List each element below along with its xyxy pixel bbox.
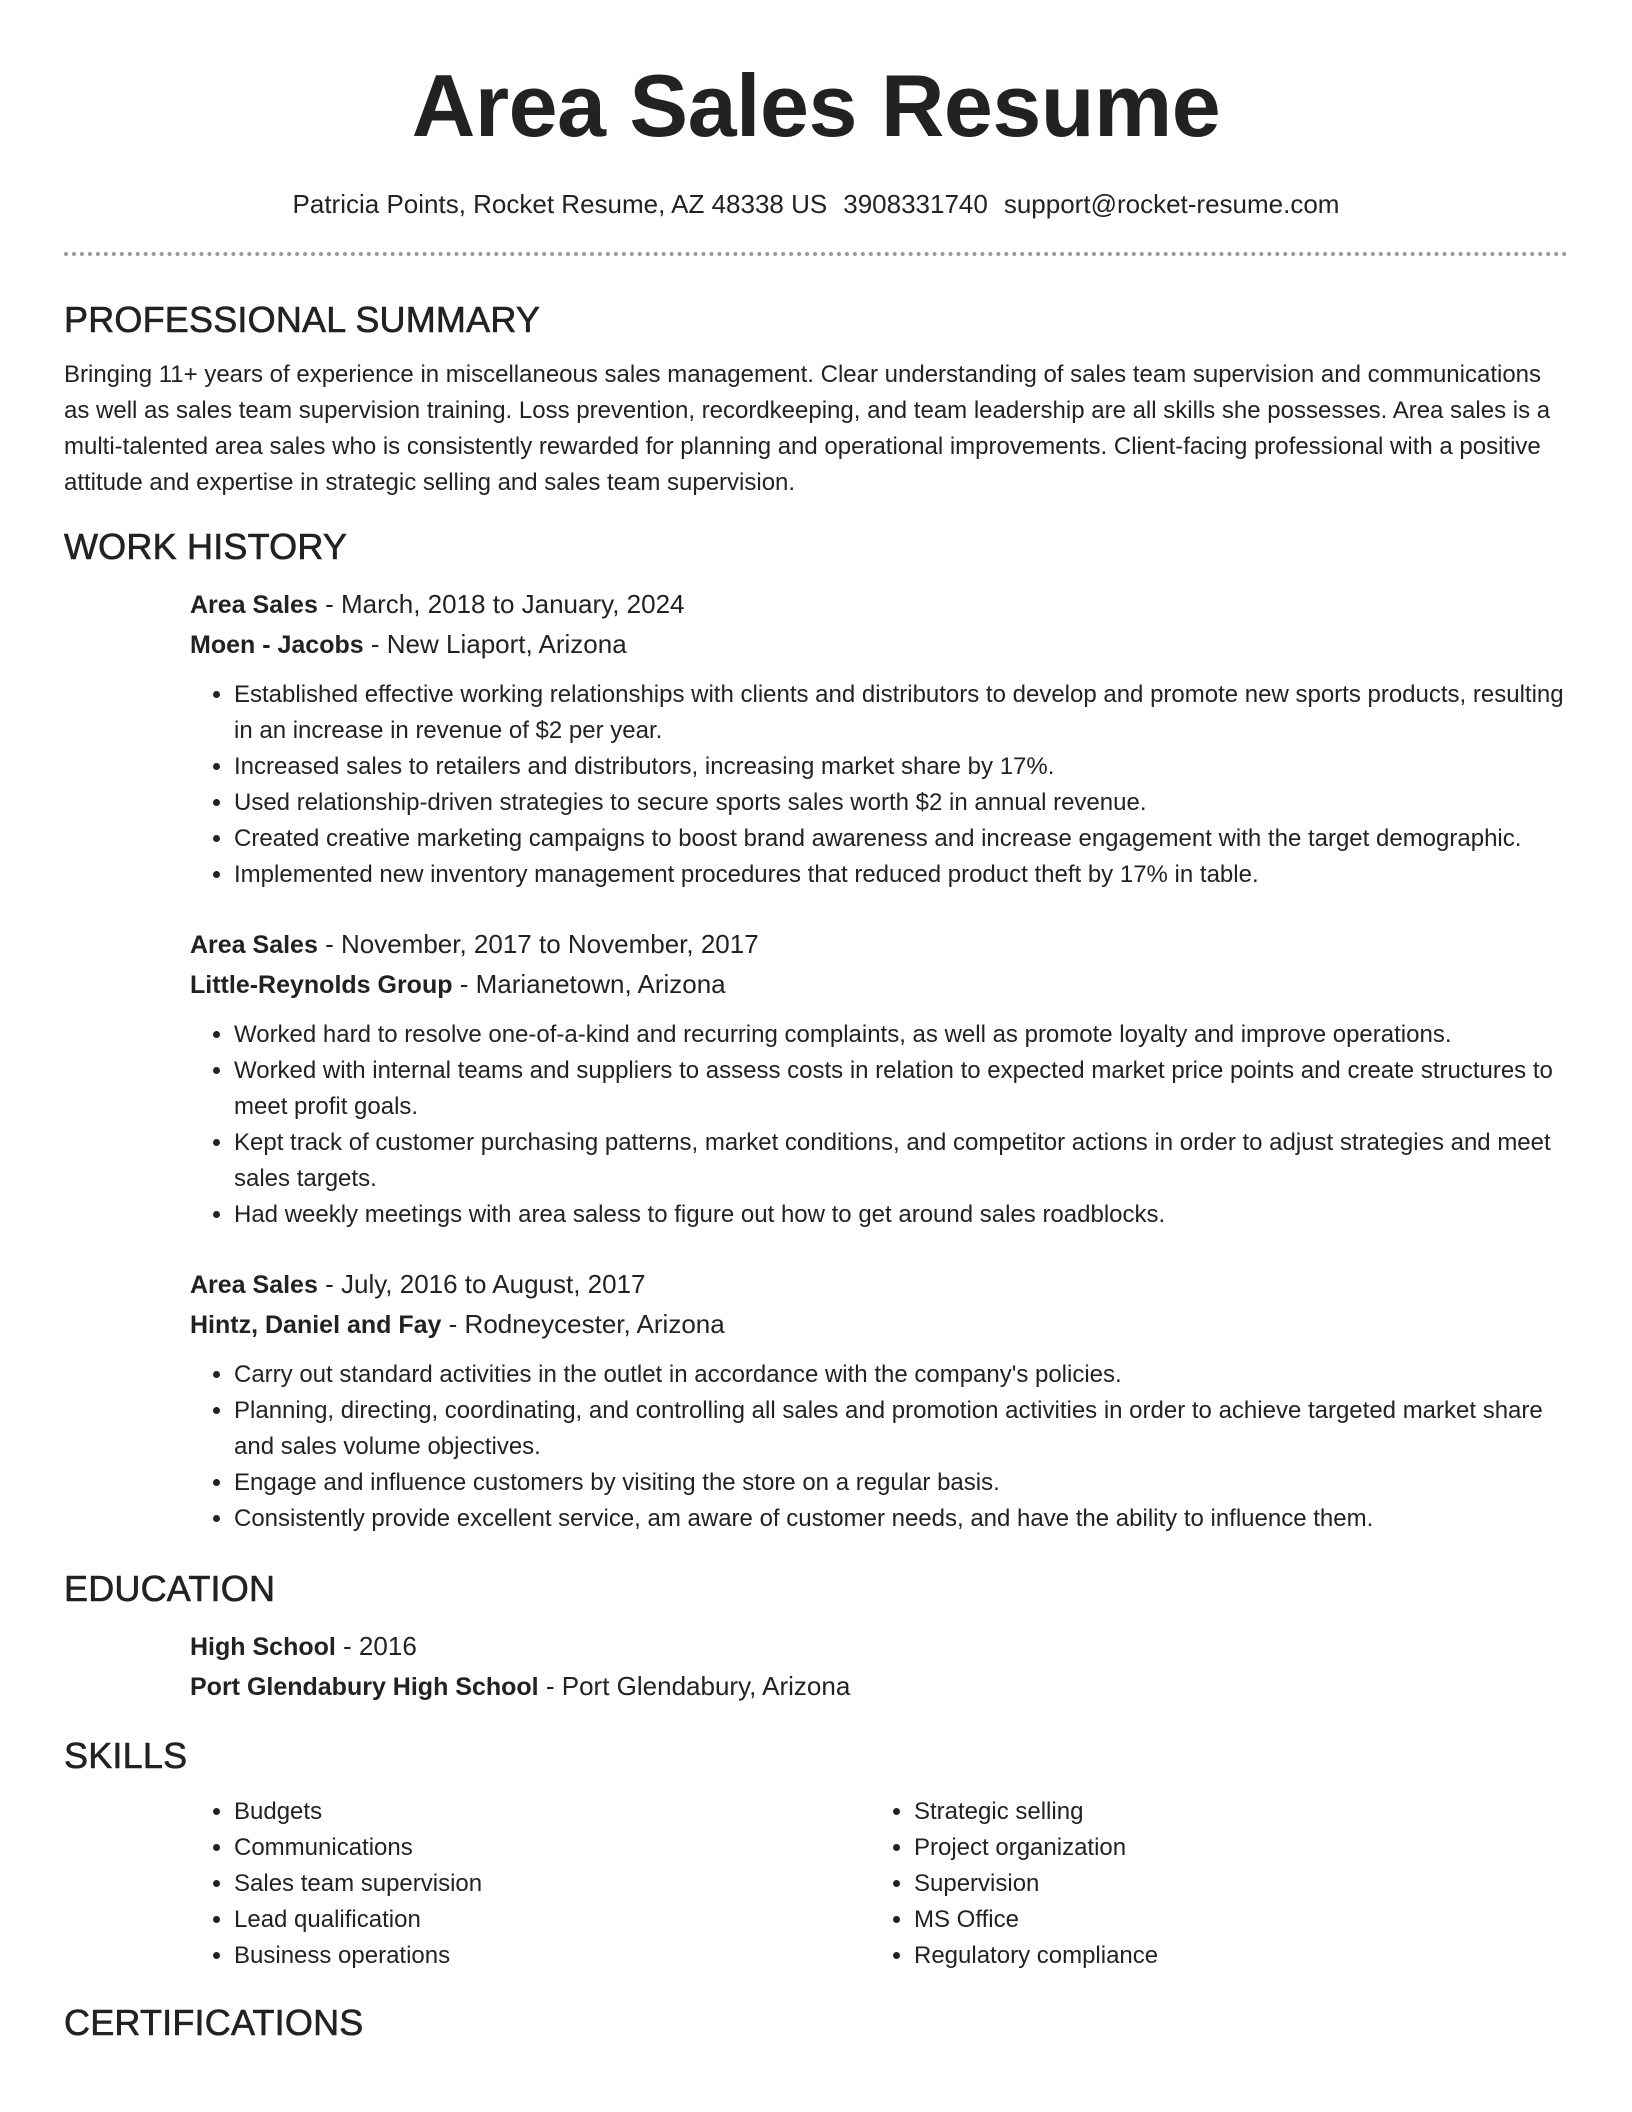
education-degree-line <box>190 1627 1568 1667</box>
education-degree: High School <box>190 1633 336 1661</box>
job-bullet: • Kept track of customer purchasing patterns, market conditions, and competitor actions in order to adjust strategies and meet sales targets. <box>234 1125 1568 1197</box>
job-dates: - March, 2018 to January, 2024 <box>317 589 685 619</box>
job-company-line <box>190 965 1568 1005</box>
contact-phone: 3908331740 <box>843 189 988 219</box>
education-entry <box>190 1627 1568 1707</box>
job-location: - Rodneycester, Arizona <box>441 1309 725 1339</box>
job-bullet: • Created creative marketing campaigns to boost brand awareness and increase engagement with the target demographic. <box>234 821 1568 857</box>
job-dates: - July, 2016 to August, 2017 <box>317 1269 646 1299</box>
header-divider <box>64 252 1568 256</box>
job-entry <box>190 1265 1568 1537</box>
job-company: Little-Reynolds Group <box>190 971 453 999</box>
section-title-skills: SKILLS <box>64 1735 188 1776</box>
job-bullets <box>190 677 1568 893</box>
job-bullet: • Engage and influence customers by visiting the store on a regular basis. <box>234 1465 1568 1501</box>
job-title: Area Sales <box>190 931 318 959</box>
resume-title: Area Sales Resume <box>411 56 1221 155</box>
skill-item: • Lead qualification <box>234 1902 870 1938</box>
job-bullets <box>190 1357 1568 1537</box>
section-title-summary: PROFESSIONAL SUMMARY <box>64 299 541 340</box>
skill-item: • Business operations <box>234 1938 870 1974</box>
skill-item: • Strategic selling <box>914 1794 1514 1830</box>
job-company: Hintz, Daniel and Fay <box>190 1311 442 1339</box>
job-bullet: • Increased sales to retailers and distributors, increasing market share by 17%. <box>234 749 1568 785</box>
skill-item: • Supervision <box>914 1866 1514 1902</box>
job-entry <box>190 585 1568 893</box>
summary-text: Bringing 11+ years of experience in miscellaneous sales management. Clear understanding of sales team supervision and communications as well as sales team supervision training. Loss prevention, recordkeeping, and team leadership are all skills she possesses. Area sales is a multi-talented area sales who is consistently rewarded for planning and operational improvements. Client-facing professional with a positive attitude and expertise in strategic selling and sales team supervision. <box>64 361 1551 496</box>
education-school-line <box>190 1667 1568 1707</box>
job-bullet: • Established effective working relationships with clients and distributors to develop and promote new sports products, resulting in an increase in revenue of $2 per year. <box>234 677 1568 749</box>
job-bullet: • Used relationship-driven strategies to secure sports sales worth $2 in annual revenue. <box>234 785 1568 821</box>
job-title-line <box>190 925 1568 965</box>
education-school: Port Glendabury High School <box>190 1673 539 1701</box>
section-title-education: EDUCATION <box>64 1568 276 1609</box>
job-title-line <box>190 1265 1568 1305</box>
job-bullet: • Worked with internal teams and suppliers to assess costs in relation to expected market price points and create structures to meet profit goals. <box>234 1053 1568 1125</box>
job-location: - Marianetown, Arizona <box>452 969 726 999</box>
job-title: Area Sales <box>190 1271 318 1299</box>
section-title-certifications: CERTIFICATIONS <box>64 2002 364 2043</box>
education-year: - 2016 <box>335 1631 417 1661</box>
job-title: Area Sales <box>190 591 318 619</box>
section-title-work-history: WORK HISTORY <box>64 526 348 567</box>
job-bullet: • Had weekly meetings with area saless to figure out how to get around sales roadblocks. <box>234 1197 1568 1233</box>
job-bullet: • Carry out standard activities in the outlet in accordance with the company's policies. <box>234 1357 1568 1393</box>
skill-item: • Regulatory compliance <box>914 1938 1514 1974</box>
job-entry <box>190 925 1568 1233</box>
skill-item: • Sales team supervision <box>234 1866 870 1902</box>
job-bullet: • Planning, directing, coordinating, and controlling all sales and promotion activities in order to achieve targeted market share and sales volume objectives. <box>234 1393 1568 1465</box>
skills-grid <box>190 1794 1568 1974</box>
contact-address: Patricia Points, Rocket Resume, AZ 48338 US <box>292 189 828 219</box>
resume-page <box>64 0 1568 2045</box>
job-bullet: • Implemented new inventory management procedures that reduced product theft by 17% in table. <box>234 857 1568 893</box>
job-company-line <box>190 625 1568 665</box>
skill-item: • Budgets <box>234 1794 870 1830</box>
job-dates: - November, 2017 to November, 2017 <box>317 929 759 959</box>
education-location: - Port Glendabury, Arizona <box>538 1671 851 1701</box>
skill-item: • Communications <box>234 1830 870 1866</box>
contact-line <box>64 187 1568 221</box>
contact-email: support@rocket-resume.com <box>1003 189 1340 219</box>
job-location: - New Liaport, Arizona <box>363 629 627 659</box>
skill-item: • Project organization <box>914 1830 1514 1866</box>
job-company-line <box>190 1305 1568 1345</box>
job-bullet: • Worked hard to resolve one-of-a-kind and recurring complaints, as well as promote loyalty and improve operations. <box>234 1017 1568 1053</box>
job-bullets <box>190 1017 1568 1233</box>
job-bullet: • Consistently provide excellent service, am aware of customer needs, and have the ability to influence them. <box>234 1501 1568 1537</box>
job-title-line <box>190 585 1568 625</box>
job-company: Moen - Jacobs <box>190 631 364 659</box>
skills-list-left <box>190 1794 870 1974</box>
skills-list-right <box>870 1794 1514 1974</box>
skill-item: • MS Office <box>914 1902 1514 1938</box>
